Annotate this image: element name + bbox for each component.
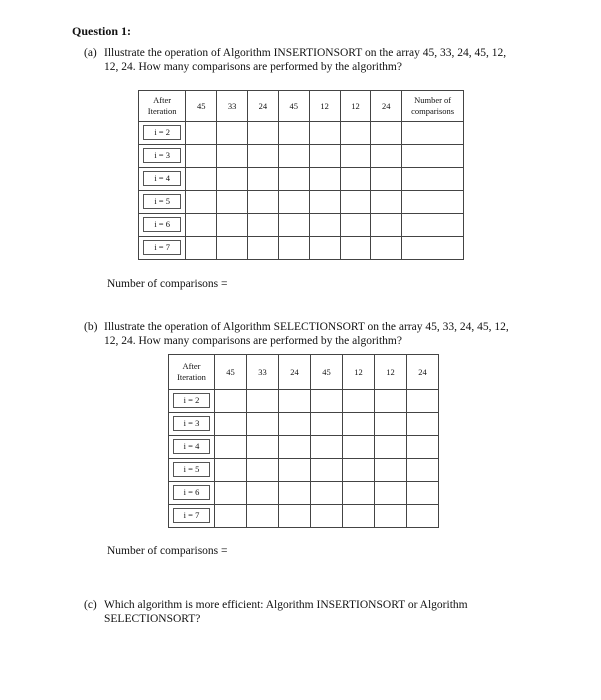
answer-cell[interactable]	[340, 237, 371, 260]
answer-cell[interactable]	[186, 214, 217, 237]
part-a-line2: 12, 24. How many comparisons are performed by the algorithm?	[104, 61, 402, 73]
answer-cell[interactable]	[186, 237, 217, 260]
answer-cell[interactable]	[279, 459, 311, 482]
table-row	[169, 459, 439, 482]
header-line: After	[182, 361, 201, 371]
answer-cell[interactable]	[375, 390, 407, 413]
answer-cell[interactable]	[215, 482, 247, 505]
answer-cell[interactable]	[371, 191, 402, 214]
iteration-label: i = 4	[143, 171, 181, 186]
table-row	[139, 191, 464, 214]
iteration-label: i = 7	[143, 240, 181, 255]
part-a-label: (a)	[84, 47, 97, 59]
iteration-label: i = 2	[173, 393, 210, 408]
table-row	[139, 122, 464, 145]
iteration-cell	[139, 145, 186, 168]
answer-cell[interactable]	[247, 436, 279, 459]
answer-cell[interactable]	[343, 413, 375, 436]
table-row	[169, 505, 439, 528]
answer-cell[interactable]	[311, 459, 343, 482]
answer-cell[interactable]	[247, 413, 279, 436]
answer-cell[interactable]	[375, 436, 407, 459]
answer-cell[interactable]	[311, 436, 343, 459]
part-a-prompt	[84, 46, 564, 74]
answer-cell[interactable]	[247, 145, 278, 168]
answer-cell[interactable]	[309, 214, 340, 237]
answer-cell[interactable]	[278, 191, 309, 214]
answer-cell[interactable]	[247, 122, 278, 145]
answer-cell[interactable]	[186, 145, 217, 168]
number-of-comparisons-header	[402, 91, 464, 122]
answer-cell[interactable]	[311, 390, 343, 413]
answer-cell[interactable]	[407, 505, 439, 528]
answer-cell[interactable]	[279, 505, 311, 528]
answer-cell[interactable]	[407, 482, 439, 505]
array-value-header: 24	[279, 355, 311, 390]
answer-cell[interactable]	[279, 390, 311, 413]
answer-cell[interactable]	[215, 505, 247, 528]
array-value-header: 12	[309, 91, 340, 122]
array-value-header: 12	[343, 355, 375, 390]
selection-sort-table	[168, 354, 439, 528]
answer-cell[interactable]	[247, 237, 278, 260]
comparisons-cell[interactable]	[402, 191, 464, 214]
answer-cell[interactable]	[309, 168, 340, 191]
part-a-comparisons-label: Number of comparisons =	[107, 278, 228, 290]
part-c-line1: Which algorithm is more efficient: Algorithm INSERTIONSORT or Algorithm	[104, 599, 468, 611]
answer-cell[interactable]	[309, 191, 340, 214]
insertion-sort-table	[138, 90, 464, 260]
answer-cell[interactable]	[186, 122, 217, 145]
table-row	[139, 214, 464, 237]
array-value-header: 45	[186, 91, 217, 122]
answer-cell[interactable]	[375, 459, 407, 482]
after-iteration-header	[139, 91, 186, 122]
answer-cell[interactable]	[371, 145, 402, 168]
answer-cell[interactable]	[375, 413, 407, 436]
answer-cell[interactable]	[343, 436, 375, 459]
answer-cell[interactable]	[278, 145, 309, 168]
iteration-cell	[169, 413, 215, 436]
array-value-header: 45	[278, 91, 309, 122]
after-iteration-header	[169, 355, 215, 390]
answer-cell[interactable]	[407, 413, 439, 436]
answer-cell[interactable]	[340, 191, 371, 214]
iteration-label: i = 5	[143, 194, 181, 209]
answer-cell[interactable]	[309, 122, 340, 145]
part-b-label: (b)	[84, 321, 98, 333]
answer-cell[interactable]	[217, 122, 248, 145]
answer-cell[interactable]	[278, 214, 309, 237]
part-c-label: (c)	[84, 599, 97, 611]
answer-cell[interactable]	[309, 237, 340, 260]
answer-cell[interactable]	[407, 390, 439, 413]
part-c-line2: SELECTIONSORT?	[104, 613, 201, 625]
header-line: After	[153, 95, 172, 105]
answer-cell[interactable]	[343, 482, 375, 505]
answer-cell[interactable]	[217, 237, 248, 260]
answer-cell[interactable]	[217, 214, 248, 237]
answer-cell[interactable]	[340, 145, 371, 168]
table-row	[139, 145, 464, 168]
answer-cell[interactable]	[407, 436, 439, 459]
iteration-cell	[169, 436, 215, 459]
iteration-label: i = 6	[143, 217, 181, 232]
answer-cell[interactable]	[217, 168, 248, 191]
iteration-cell	[139, 122, 186, 145]
array-value-header: 24	[371, 91, 402, 122]
table-row	[169, 436, 439, 459]
iteration-cell	[169, 505, 215, 528]
answer-cell[interactable]	[371, 237, 402, 260]
iteration-cell	[169, 482, 215, 505]
header-line: Iteration	[177, 372, 206, 382]
answer-cell[interactable]	[340, 214, 371, 237]
answer-cell[interactable]	[279, 413, 311, 436]
array-value-header: 33	[247, 355, 279, 390]
answer-cell[interactable]	[247, 482, 279, 505]
answer-cell[interactable]	[371, 214, 402, 237]
iteration-cell	[139, 191, 186, 214]
iteration-cell	[139, 237, 186, 260]
table-row	[169, 482, 439, 505]
iteration-cell	[139, 168, 186, 191]
array-value-header: 24	[407, 355, 439, 390]
answer-cell[interactable]	[279, 436, 311, 459]
answer-cell[interactable]	[375, 505, 407, 528]
answer-cell[interactable]	[247, 168, 278, 191]
part-a-line1: Illustrate the operation of Algorithm INSERTIONSORT on the array 45, 33, 24, 45, 12,	[104, 47, 507, 59]
answer-cell[interactable]	[186, 191, 217, 214]
answer-cell[interactable]	[215, 436, 247, 459]
array-value-header: 24	[247, 91, 278, 122]
answer-cell[interactable]	[311, 505, 343, 528]
answer-cell[interactable]	[247, 390, 279, 413]
iteration-label: i = 3	[173, 416, 210, 431]
iteration-cell	[139, 214, 186, 237]
part-b-line2: 12, 24. How many comparisons are performed by the algorithm?	[104, 335, 402, 347]
answer-cell[interactable]	[247, 505, 279, 528]
answer-cell[interactable]	[343, 505, 375, 528]
answer-cell[interactable]	[371, 168, 402, 191]
answer-cell[interactable]	[247, 459, 279, 482]
part-c-prompt	[84, 598, 564, 626]
answer-cell[interactable]	[309, 145, 340, 168]
part-b-comparisons-label: Number of comparisons =	[107, 545, 228, 557]
part-b-prompt	[84, 320, 564, 348]
answer-cell[interactable]	[278, 122, 309, 145]
answer-cell[interactable]	[215, 390, 247, 413]
array-value-header: 12	[375, 355, 407, 390]
table-row	[169, 413, 439, 436]
answer-cell[interactable]	[217, 145, 248, 168]
iteration-cell	[169, 459, 215, 482]
comparisons-cell[interactable]	[402, 214, 464, 237]
answer-cell[interactable]	[217, 191, 248, 214]
answer-cell[interactable]	[278, 237, 309, 260]
iteration-label: i = 6	[173, 485, 210, 500]
answer-cell[interactable]	[343, 459, 375, 482]
answer-cell[interactable]	[186, 168, 217, 191]
array-value-header: 12	[340, 91, 371, 122]
iteration-label: i = 7	[173, 508, 210, 523]
array-value-header: 45	[215, 355, 247, 390]
answer-cell[interactable]	[311, 413, 343, 436]
iteration-label: i = 3	[143, 148, 181, 163]
header-line: Iteration	[147, 106, 177, 116]
answer-cell[interactable]	[340, 122, 371, 145]
iteration-label: i = 5	[173, 462, 210, 477]
table-header-row	[139, 91, 464, 122]
answer-cell[interactable]	[278, 168, 309, 191]
part-b-line1: Illustrate the operation of Algorithm SELECTIONSORT on the array 45, 33, 24, 45, 12,	[104, 321, 509, 333]
header-line: comparisons	[411, 106, 455, 116]
answer-cell[interactable]	[215, 413, 247, 436]
answer-cell[interactable]	[343, 390, 375, 413]
answer-cell[interactable]	[279, 482, 311, 505]
header-line: Number of	[414, 95, 452, 105]
answer-cell[interactable]	[215, 459, 247, 482]
table-row	[169, 390, 439, 413]
table-row	[139, 237, 464, 260]
iteration-label: i = 4	[173, 439, 210, 454]
comparisons-cell[interactable]	[402, 168, 464, 191]
answer-cell[interactable]	[247, 214, 278, 237]
comparisons-cell[interactable]	[402, 122, 464, 145]
comparisons-cell[interactable]	[402, 145, 464, 168]
table-header-row	[169, 355, 439, 390]
iteration-cell	[169, 390, 215, 413]
answer-cell[interactable]	[407, 459, 439, 482]
array-value-header: 45	[311, 355, 343, 390]
array-value-header: 33	[217, 91, 248, 122]
answer-cell[interactable]	[247, 191, 278, 214]
iteration-label: i = 2	[143, 125, 181, 140]
answer-cell[interactable]	[340, 168, 371, 191]
answer-cell[interactable]	[375, 482, 407, 505]
answer-cell[interactable]	[371, 122, 402, 145]
answer-cell[interactable]	[311, 482, 343, 505]
question-title: Question 1:	[72, 24, 132, 38]
table-row	[139, 168, 464, 191]
comparisons-cell[interactable]	[402, 237, 464, 260]
